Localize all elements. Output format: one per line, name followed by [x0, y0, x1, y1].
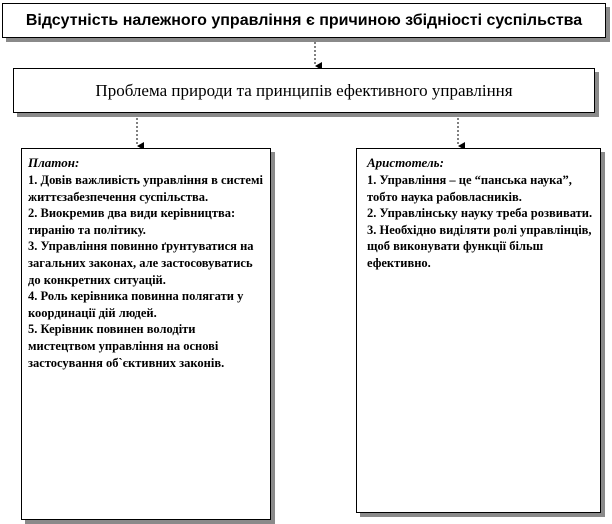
plato-box: [21, 148, 271, 520]
middle-box-text: Проблема природи та принципів ефективного управління: [95, 80, 513, 100]
plato-item-3: 3. Управління повинно ґрунтуватися на загальних законах, але застосовуватись до конкретних ситуацій.: [28, 239, 254, 287]
top-box-text: Відсутність належного управління є причиною збідніості суспільства: [25, 11, 583, 29]
aristotle-item-3: 3. Необхідно виділяти ролі управлінців, щоб виконувати функції більш ефективно.: [367, 222, 592, 270]
aristotle-item-1: 1. Управління – це “панська наука”, тобто наука рабовласників.: [367, 173, 572, 204]
top-box: [2, 3, 606, 38]
aristotle-box: [356, 148, 601, 513]
plato-item-5: 5. Керівник повинен володіти мистецтвом управління на основі застосування об`єктивних законів.: [28, 322, 225, 370]
plato-title: Платон:: [28, 155, 80, 170]
plato-item-1: 1. Довів важливість управління в системі життєзабезпечення суспільства.: [28, 173, 263, 204]
aristotle-item-2: 2. Управлінську науку треба розвивати.: [367, 206, 593, 221]
aristotle-title: Аристотель:: [367, 155, 444, 170]
plato-item-2: 2. Виокремив два види керівництва: тиранію та політику.: [28, 206, 236, 237]
plato-item-4: 4. Роль керівника повинна полягати у координації дій людей.: [28, 289, 244, 320]
middle-box: [13, 68, 595, 113]
